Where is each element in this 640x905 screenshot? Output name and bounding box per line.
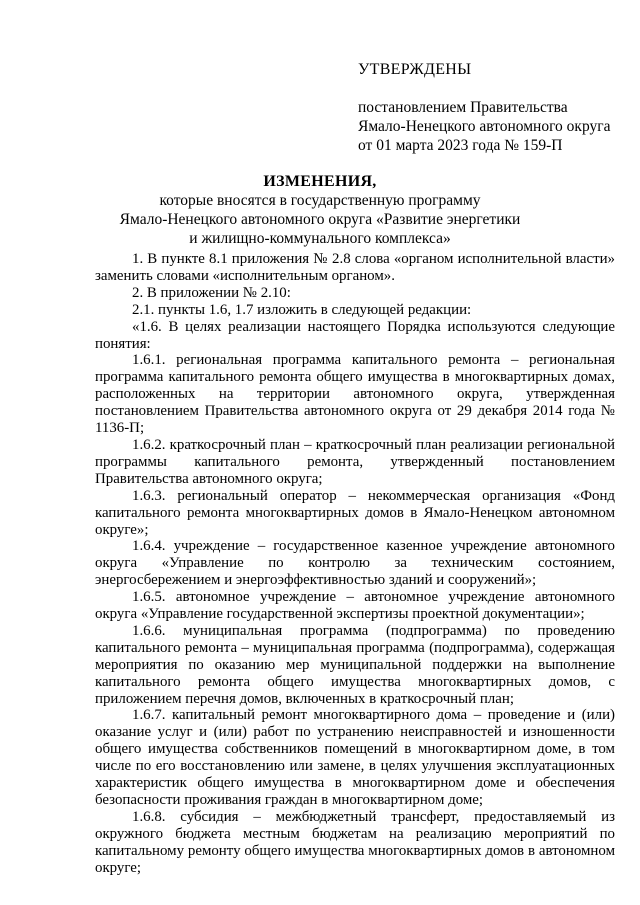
paragraph-1-6-4: 1.6.4. учреждение – государственное казенное учреждение автономного округа «Управление по контролю за техническим состоянием, энергосбережением и энергоэффективностью зданий и сооружений»; [95, 538, 615, 589]
title-line-1: которые вносятся в государственную программу [159, 192, 481, 209]
paragraph-1-6-6: 1.6.6. муниципальная программа (подпрограмма) по проведению капитального ремонта – муниципальная программа (подпрограмма), содержащая мероприятия по оказанию мер муниципальной поддержки на выполнение капитального ремонта общего имущества многоквартирных домов, с приложением перечня домов, включенных в краткосрочный план; [95, 622, 615, 707]
paragraph-1-6-5: 1.6.5. автономное учреждение – автономное учреждение автономного округа «Управление государственной экспертизы проектной документации»; [95, 589, 615, 623]
paragraph-1-6-2: 1.6.2. краткосрочный план – краткосрочный план реализации региональной программы капитального ремонта, утвержденный постановлением Правительства автономного округа; [95, 436, 615, 487]
title-line-2: Ямало-Ненецкого автономного округа «Развитие энергетики [119, 211, 521, 228]
approval-line-1: постановлением Правительства [358, 99, 568, 116]
document-title-block [80, 172, 560, 248]
approval-line-2: Ямало-Ненецкого автономного округа [358, 118, 611, 135]
approval-block [358, 60, 618, 155]
document-body [95, 251, 615, 877]
paragraph-1-6: «1.6. В целях реализации настоящего Порядка используются следующие понятия: [95, 318, 615, 352]
approval-heading: УТВЕРЖДЕНЫ [358, 61, 472, 78]
paragraph-1-6-8: 1.6.8. субсидия – межбюджетный трансферт, предоставляемый из окружного бюджета местным бюджетам на реализацию мероприятий по капитальному ремонту общего имущества многоквартирных домов в автономном округе; [95, 808, 615, 876]
document-title: ИЗМЕНЕНИЯ, [263, 173, 377, 190]
paragraph-2-1: 2.1. пункты 1.6, 1.7 изложить в следующей редакции: [132, 301, 472, 318]
title-line-3: и жилищно-коммунального комплекса» [189, 230, 451, 247]
paragraph-1-6-7: 1.6.7. капитальный ремонт многоквартирного дома – проведение и (или) оказание услуг и (или) работ по устранению неисправностей и изношенности общего имущества собственников помещений в многоквартирном доме, в том числе по его восстановлению или замене, в целях улучшения эксплуатационных характеристик общего имущества в многоквартирном доме и обеспечения безопасности проживания граждан в многоквартирном доме; [95, 707, 615, 808]
paragraph-1: 1. В пункте 8.1 приложения № 2.8 слова «органом исполнительной власти» заменить словами «исполнительным органом». [95, 251, 615, 284]
approval-line-3: от 01 марта 2023 года № 159-П [358, 137, 563, 154]
paragraph-1-6-3: 1.6.3. региональный оператор – некоммерческая организация «Фонд капитального ремонта многоквартирных домов в Ямало-Ненецком автономном округе»; [95, 487, 615, 538]
paragraph-2: 2. В приложении № 2.10: [132, 284, 291, 301]
paragraph-1-6-1: 1.6.1. региональная программа капитального ремонта – региональная программа капитального ремонта общего имущества в многоквартирных домах, расположенных на территории автономного округа, утвержденная постановлением Правительства автономного округа от 29 декабря 2014 года № 1136-П; [95, 352, 615, 437]
